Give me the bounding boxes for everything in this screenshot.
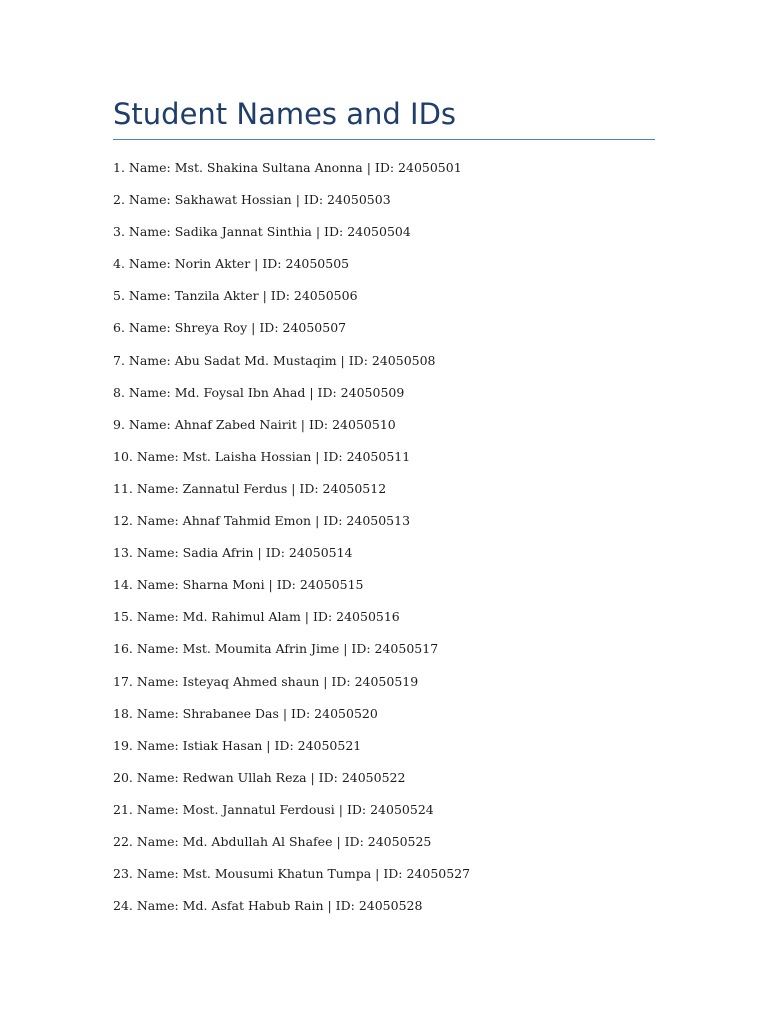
student-entry: 1. Name: Mst. Shakina Sultana Anonna | ID: 24050501 [113,160,462,175]
title-underline-rule [113,139,655,140]
student-entry: 13. Name: Sadia Afrin | ID: 24050514 [113,545,353,561]
student-entry: 2. Name: Sakhawat Hossian | ID: 24050503 [113,192,391,208]
student-entry: 12. Name: Ahnaf Tahmid Emon | ID: 24050513 [113,513,411,529]
student-entry: 14. Name: Sharna Moni | ID: 24050515 [113,577,364,593]
student-entry: 10. Name: Mst. Laisha Hossian | ID: 24050511 [113,448,411,464]
student-entry: 17. Name: Isteyaq Ahmed shaun | ID: 24050519 [113,673,419,689]
student-list [113,158,470,928]
student-entry: 24. Name: Md. Asfat Habub Rain | ID: 24050528 [113,898,423,914]
student-entry: 9. Name: Ahnaf Zabed Nairit | ID: 24050510 [113,416,396,432]
student-entry: 6. Name: Shreya Roy | ID: 24050507 [113,320,347,336]
student-entry: 11. Name: Zannatul Ferdus | ID: 24050512 [113,480,387,496]
student-entry: 3. Name: Sadika Jannat Sinthia | ID: 24050504 [113,224,411,240]
page-title: Student Names and IDs [113,97,457,131]
student-entry: 4. Name: Norin Akter | ID: 24050505 [113,256,350,272]
student-entry: 16. Name: Mst. Moumita Afrin Jime | ID: 24050517 [113,641,439,657]
student-entry: 8. Name: Md. Foysal Ibn Ahad | ID: 24050509 [113,384,405,400]
student-entry: 15. Name: Md. Rahimul Alam | ID: 24050516 [113,609,400,625]
student-entry: 23. Name: Mst. Mousumi Khatun Tumpa | ID: 24050527 [113,866,471,882]
student-entry: 5. Name: Tanzila Akter | ID: 24050506 [113,288,358,304]
student-entry: 22. Name: Md. Abdullah Al Shafee | ID: 24050525 [113,833,432,849]
student-entry: 7. Name: Abu Sadat Md. Mustaqim | ID: 24050508 [113,352,436,368]
student-entry: 19. Name: Istiak Hasan | ID: 24050521 [113,737,362,753]
student-entry: 20. Name: Redwan Ullah Reza | ID: 24050522 [113,769,406,785]
student-entry: 21. Name: Most. Jannatul Ferdousi | ID: 24050524 [113,801,434,817]
student-entry: 18. Name: Shrabanee Das | ID: 24050520 [113,705,378,721]
